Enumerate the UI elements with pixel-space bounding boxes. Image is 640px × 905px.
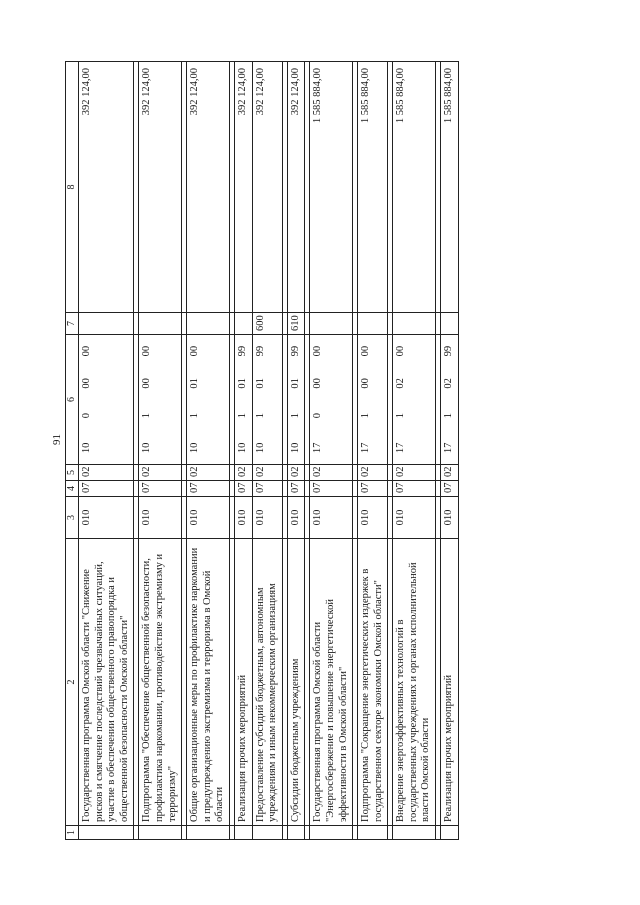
target-article-part: 1 — [141, 413, 153, 419]
header-col-7: 7 — [66, 313, 79, 335]
target-article-cell — [252, 335, 282, 465]
ministry-code-cell: 010 — [139, 497, 182, 539]
row-index-cell — [310, 826, 353, 840]
target-article-part: 1 — [289, 413, 301, 419]
target-article-part: 10 — [189, 442, 201, 454]
target-article-cell — [287, 335, 305, 465]
subsection-code-cell: 02 — [234, 465, 252, 481]
amount-cell: 1 585 884,00 — [441, 62, 459, 313]
section-code-cell: 07 — [358, 481, 388, 497]
row-name-cell: Государственная программа Омской области "Энергосбережение и повышение энергетической эффективности в Омской области" — [310, 539, 353, 826]
table-row — [187, 62, 230, 840]
subsection-code-cell: 02 — [393, 465, 436, 481]
header-col-4: 4 — [66, 481, 79, 497]
amount-cell: 392 124,00 — [79, 62, 134, 313]
target-article-cell — [393, 335, 436, 465]
target-article-cell — [441, 335, 459, 465]
expense-type-cell: 610 — [287, 313, 305, 335]
table-row — [234, 62, 252, 840]
subsection-code-cell: 02 — [287, 465, 305, 481]
ministry-code-cell: 010 — [187, 497, 230, 539]
header-col-5: 5 — [66, 465, 79, 481]
row-index-cell — [234, 826, 252, 840]
budget-table — [65, 61, 459, 840]
table-row — [287, 62, 305, 840]
target-article-part: 00 — [81, 378, 92, 389]
target-article-parts — [235, 335, 252, 464]
target-article-part: 1 — [395, 413, 407, 419]
target-article-cell — [310, 335, 353, 465]
expense-type-cell: 600 — [252, 313, 282, 335]
target-article-part: 01 — [189, 378, 201, 389]
expense-type-cell — [234, 313, 252, 335]
target-article-part: 1 — [443, 413, 455, 419]
row-index-cell — [252, 826, 282, 840]
subsection-code-cell: 02 — [79, 465, 134, 481]
rotated-table-container — [65, 62, 586, 840]
table-row — [252, 62, 282, 840]
amount-cell: 392 124,00 — [252, 62, 282, 313]
subsection-code-cell: 02 — [139, 465, 182, 481]
row-index-cell — [393, 826, 436, 840]
ministry-code-cell: 010 — [393, 497, 436, 539]
target-article-part: 02 — [395, 378, 407, 389]
amount-cell: 1 585 884,00 — [393, 62, 436, 313]
ministry-code-cell: 010 — [287, 497, 305, 539]
target-article-parts — [441, 335, 458, 464]
target-article-part: 0 — [81, 413, 92, 419]
row-name-cell: Реализация прочих мероприятий — [441, 539, 459, 826]
row-name-cell: Реализация прочих мероприятий — [234, 539, 252, 826]
amount-cell: 1 585 884,00 — [358, 62, 388, 313]
target-article-parts — [358, 335, 375, 464]
row-name-cell: Подпрограмма "Обеспечение общественной безопасности, профилактика наркомании, противодействие экстремизму и терроризму" — [139, 539, 182, 826]
section-code-cell: 07 — [252, 481, 282, 497]
target-article-parts — [288, 335, 305, 464]
header-col-3: 3 — [66, 497, 79, 539]
ministry-code-cell: 010 — [310, 497, 353, 539]
target-article-part: 17 — [395, 442, 407, 454]
section-code-cell: 07 — [441, 481, 459, 497]
target-article-part: 99 — [289, 345, 301, 357]
header-col-8: 8 — [66, 62, 79, 313]
target-article-parts — [79, 335, 96, 464]
expense-type-cell — [358, 313, 388, 335]
ministry-code-cell: 010 — [358, 497, 388, 539]
table-row — [441, 62, 459, 840]
table-body — [79, 62, 459, 840]
target-article-part: 01 — [289, 378, 301, 389]
section-code-cell: 07 — [187, 481, 230, 497]
target-article-part: 99 — [443, 345, 455, 357]
target-article-part: 00 — [360, 345, 372, 357]
target-article-part: 10 — [254, 442, 266, 454]
row-name-cell: Общие организационные меры по профилактике наркомании и предупреждению экстремизма и терроризма в Омской области — [187, 539, 230, 826]
row-index-cell — [79, 826, 134, 840]
target-article-cell — [358, 335, 388, 465]
row-name-cell: Предоставление субсидий бюджетным, автономным учреждениям и иным некоммерческим организациям — [252, 539, 282, 826]
subsection-code-cell: 02 — [252, 465, 282, 481]
target-article-cell — [187, 335, 230, 465]
table-row — [79, 62, 134, 840]
subsection-code-cell: 02 — [187, 465, 230, 481]
target-article-parts — [393, 335, 410, 464]
target-article-part: 10 — [141, 442, 153, 454]
amount-cell: 392 124,00 — [287, 62, 305, 313]
target-article-part: 10 — [81, 442, 92, 454]
row-index-cell — [358, 826, 388, 840]
target-article-cell — [139, 335, 182, 465]
target-article-part: 00 — [141, 378, 153, 389]
target-article-part: 1 — [360, 413, 372, 419]
target-article-part: 10 — [236, 442, 248, 454]
target-article-part: 00 — [395, 345, 407, 357]
target-article-cell — [79, 335, 134, 465]
target-article-part: 02 — [443, 378, 455, 389]
section-code-cell: 07 — [139, 481, 182, 497]
subsection-code-cell: 02 — [358, 465, 388, 481]
table-row — [393, 62, 436, 840]
target-article-part: 00 — [312, 378, 324, 389]
target-article-parts — [310, 335, 327, 464]
row-name-cell: Государственная программа Омской области "Снижение рисков и смягчение последствий чрезвычайных ситуаций, участие в обеспечении общественного правопорядка и общественной безопасности Омской области" — [79, 539, 134, 826]
expense-type-cell — [310, 313, 353, 335]
header-row — [66, 62, 79, 840]
header-col-6: 6 — [66, 335, 79, 465]
target-article-parts — [139, 335, 156, 464]
ministry-code-cell: 010 — [79, 497, 134, 539]
row-index-cell — [187, 826, 230, 840]
expense-type-cell — [393, 313, 436, 335]
section-code-cell: 07 — [287, 481, 305, 497]
amount-cell: 392 124,00 — [139, 62, 182, 313]
target-article-part: 10 — [289, 442, 301, 454]
section-code-cell: 07 — [234, 481, 252, 497]
ministry-code-cell: 010 — [441, 497, 459, 539]
expense-type-cell — [187, 313, 230, 335]
row-name-cell: Подпрограмма "Сокращение энергетических издержек в государственном секторе экономики Омской области" — [358, 539, 388, 826]
ministry-code-cell: 010 — [252, 497, 282, 539]
section-code-cell: 07 — [310, 481, 353, 497]
target-article-part: 1 — [236, 413, 248, 419]
target-article-cell — [234, 335, 252, 465]
target-article-part: 99 — [254, 345, 266, 357]
target-article-part: 00 — [189, 345, 201, 357]
ministry-code-cell: 010 — [234, 497, 252, 539]
target-article-part: 00 — [81, 345, 92, 357]
table-row — [358, 62, 388, 840]
target-article-parts — [187, 335, 204, 464]
table-row — [310, 62, 353, 840]
expense-type-cell — [441, 313, 459, 335]
target-article-part: 1 — [254, 413, 266, 419]
target-article-part: 00 — [360, 378, 372, 389]
target-article-part: 99 — [236, 345, 248, 357]
target-article-part: 0 — [312, 413, 324, 419]
target-article-part: 01 — [236, 378, 248, 389]
target-article-part: 00 — [141, 345, 153, 357]
row-index-cell — [139, 826, 182, 840]
target-article-parts — [253, 335, 270, 464]
expense-type-cell — [139, 313, 182, 335]
section-code-cell: 07 — [79, 481, 134, 497]
target-article-part: 17 — [443, 442, 455, 454]
row-name-cell: Субсидии бюджетным учреждениям — [287, 539, 305, 826]
target-article-part: 17 — [360, 442, 372, 454]
target-article-part: 01 — [254, 378, 266, 389]
table-row — [139, 62, 182, 840]
target-article-part: 00 — [312, 345, 324, 357]
row-name-cell: Внедрение энергоэффективных технологий в государственных учреждениях и органах исполнительной власти Омской области — [393, 539, 436, 826]
subsection-code-cell: 02 — [441, 465, 459, 481]
section-code-cell: 07 — [393, 481, 436, 497]
header-col-2: 2 — [66, 539, 79, 826]
amount-cell: 392 124,00 — [187, 62, 230, 313]
amount-cell: 1 585 884,00 — [310, 62, 353, 313]
header-col-1: 1 — [66, 826, 79, 840]
row-index-cell — [287, 826, 305, 840]
amount-cell: 392 124,00 — [234, 62, 252, 313]
expense-type-cell — [79, 313, 134, 335]
target-article-part: 1 — [189, 413, 201, 419]
target-article-part: 17 — [312, 442, 324, 454]
subsection-code-cell: 02 — [310, 465, 353, 481]
page-number: 91 — [51, 434, 63, 445]
row-index-cell — [441, 826, 459, 840]
